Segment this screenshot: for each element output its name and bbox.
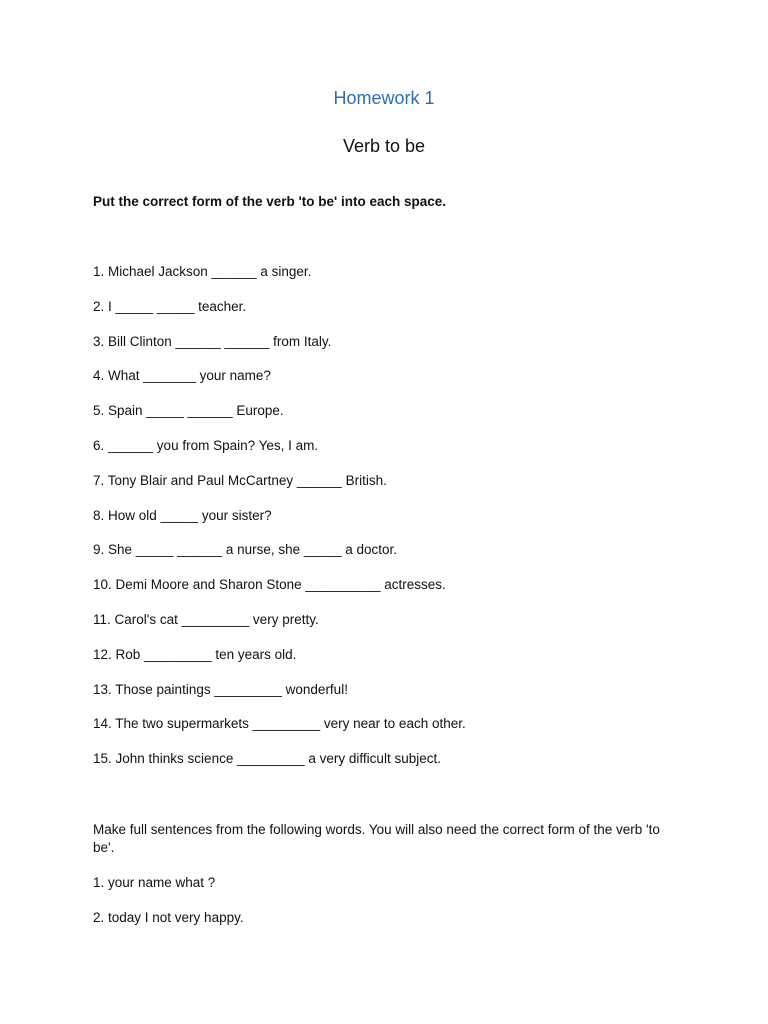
exercise-item: 15. John thinks science _________ a very difficult subject. xyxy=(93,751,441,767)
exercise-item: 14. The two supermarkets _________ very near to each other. xyxy=(93,716,466,732)
exercise-item: 2. I _____ _____ teacher. xyxy=(93,298,247,314)
section2-exercise-list xyxy=(93,874,244,944)
exercise-item: 1. Michael Jackson ______ a singer. xyxy=(93,264,312,279)
exercise-item: 9. She _____ ______ a nurse, she _____ a doctor. xyxy=(93,542,397,558)
exercise-item: 12. Rob _________ ten years old. xyxy=(93,646,297,662)
exercise-item: 6. ______ you from Spain? Yes, I am. xyxy=(93,437,319,453)
sentence-item: 1. your name what ? xyxy=(93,875,216,890)
exercise-item: 3. Bill Clinton ______ ______ from Italy. xyxy=(93,333,332,349)
exercise-item: 8. How old _____ your sister? xyxy=(93,507,272,523)
exercise-item: 7. Tony Blair and Paul McCartney ______ British. xyxy=(93,472,387,488)
section1-exercise-list xyxy=(93,263,466,785)
exercise-item: 11. Carol's cat _________ very pretty. xyxy=(93,611,319,627)
page-subtitle: Verb to be xyxy=(342,136,426,156)
exercise-item: 13. Those paintings _________ wonderful! xyxy=(93,681,348,697)
page-title: Homework 1 xyxy=(333,88,435,108)
sentence-item: 2. today I not very happy. xyxy=(93,910,244,925)
section2-instruction: Make full sentences from the following words. You will also need the correct form of the verb 'to be'. xyxy=(93,822,660,855)
exercise-item: 10. Demi Moore and Sharon Stone __________ actresses. xyxy=(93,577,446,593)
exercise-item: 5. Spain _____ ______ Europe. xyxy=(93,403,284,419)
section1-instruction: Put the correct form of the verb 'to be' into each space. xyxy=(93,194,446,209)
exercise-item: 4. What _______ your name? xyxy=(93,368,271,384)
